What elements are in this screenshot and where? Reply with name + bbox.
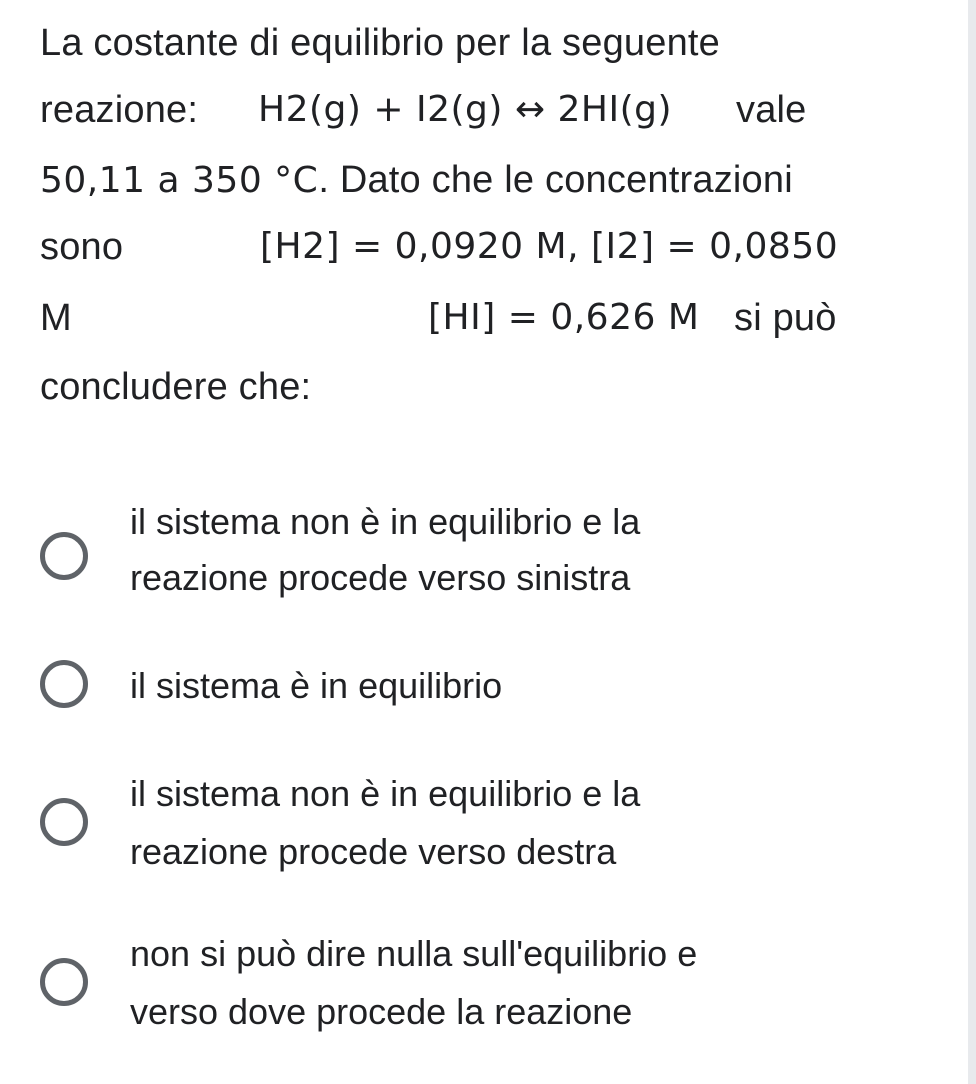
question-line-5-text: M	[40, 297, 72, 339]
answer-option-1[interactable]	[38, 490, 918, 610]
radio-button-icon[interactable]	[40, 660, 88, 708]
question-line-5-tail: si può	[734, 297, 837, 339]
equilibrium-constant-value: 50,11 a 350 °C	[40, 160, 319, 201]
option-label-line-2: reazione procede verso sinistra	[130, 557, 631, 598]
option-label-line-2: reazione procede verso destra	[130, 831, 617, 872]
radio-button-icon[interactable]	[40, 798, 88, 846]
question-line-2-text: reazione:	[40, 89, 199, 131]
question-line-2	[40, 85, 807, 135]
question-line-5	[40, 293, 837, 343]
answer-option-2[interactable]	[38, 640, 918, 760]
scrollbar-track[interactable]	[968, 0, 976, 1084]
concentrations-h2-i2: [H2] = 0,0920 M, [I2] = 0,0850	[260, 226, 839, 267]
question-line-3-text: . Dato che le concentrazioni	[318, 159, 793, 201]
question-line-4	[40, 222, 839, 272]
radio-button-icon[interactable]	[40, 532, 88, 580]
answer-option-4[interactable]	[38, 926, 918, 1046]
question-line-4-text: sono	[40, 226, 124, 268]
concentration-hi: [HI] = 0,626 M	[428, 297, 700, 338]
option-label-line-1: il sistema non è in equilibrio e la	[130, 501, 641, 542]
reaction-equation: H2(g) + I2(g) ↔ 2HI(g)	[258, 89, 673, 130]
option-label-line-1: il sistema non è in equilibrio e la	[130, 773, 641, 814]
question-line-2-tail: vale	[736, 89, 807, 131]
radio-button-icon[interactable]	[40, 958, 88, 1006]
answer-option-3[interactable]	[38, 766, 918, 886]
option-label-line-2: verso dove procede la reazione	[130, 991, 633, 1032]
question-line-1: La costante di equilibrio per la seguente	[40, 22, 720, 64]
option-label-line-1: non si può dire nulla sull'equilibrio e	[130, 933, 698, 974]
question-line-3	[40, 155, 793, 205]
option-label-line-1: il sistema è in equilibrio	[130, 665, 503, 706]
question-line-6: concludere che:	[40, 366, 312, 408]
